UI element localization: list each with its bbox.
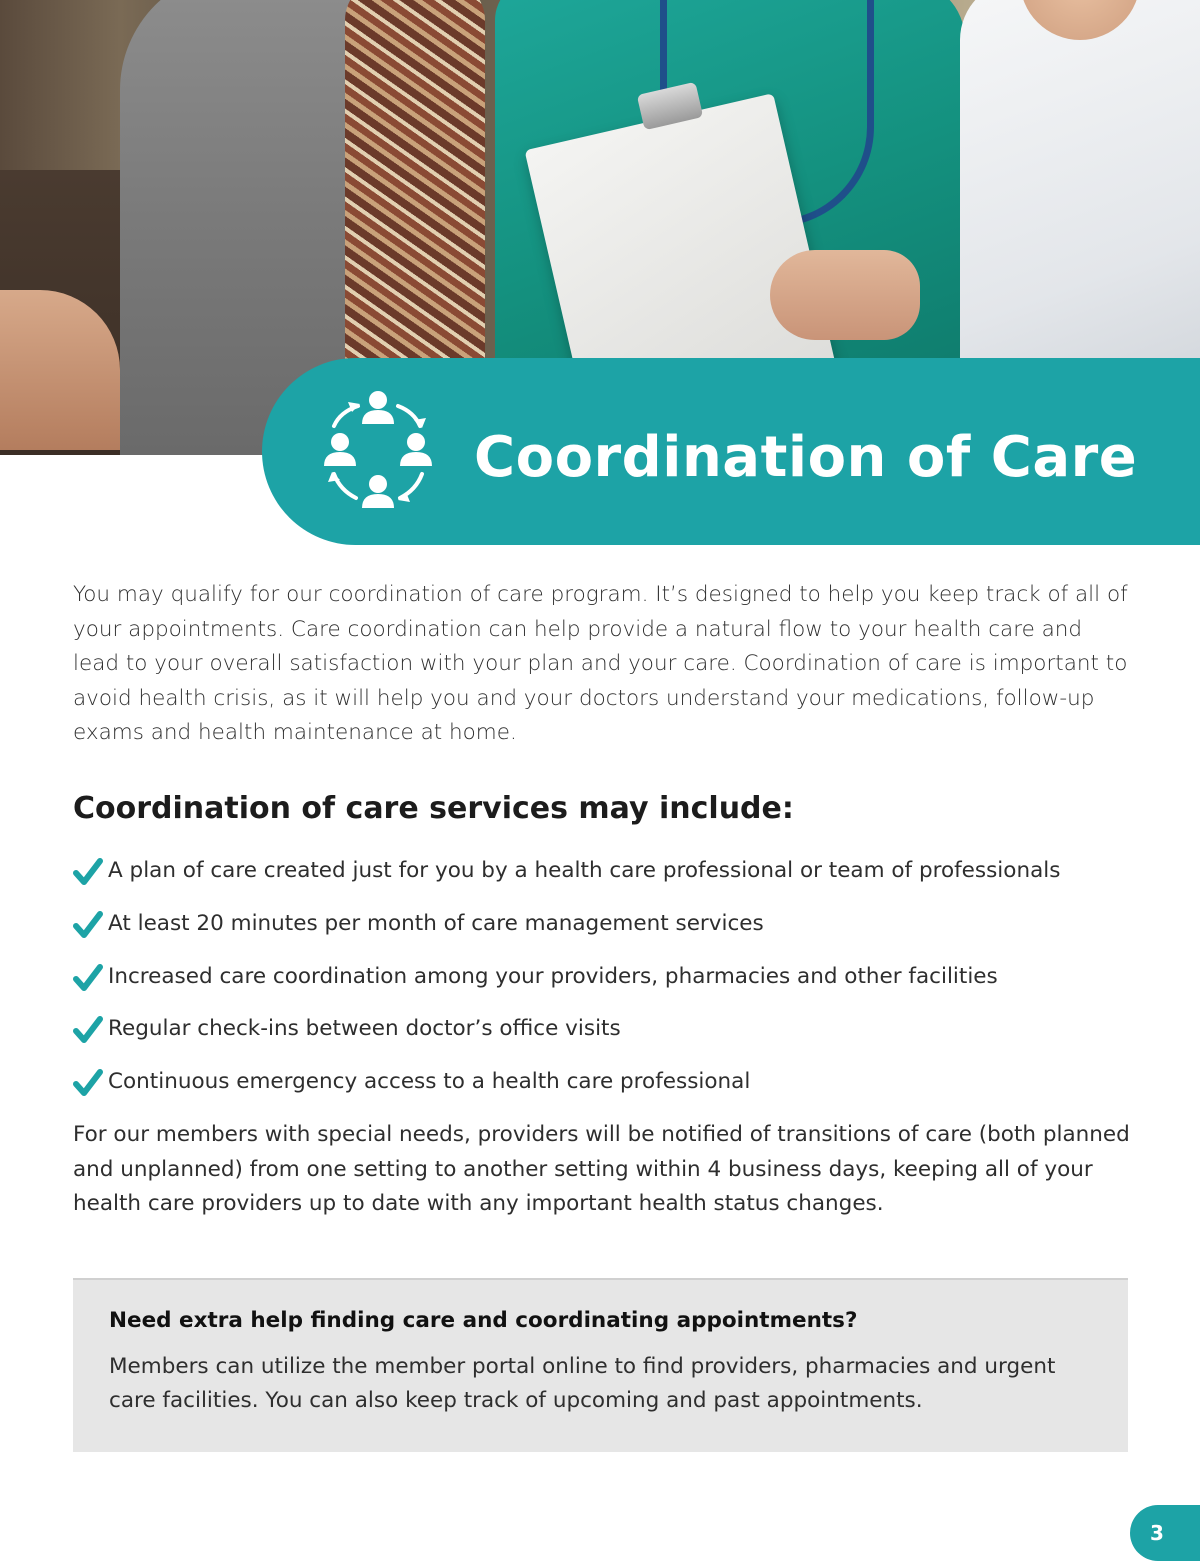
list-item (73, 907, 1153, 960)
intro-paragraph: You may qualify for our coordination of care program. It’s designed to help you keep track of all of your appointments. Care coordination can help provide a natural flow to your health care and lead to your overall satisfaction with your plan and your care. Coordination of care is important to avoid health crisis, as it will help you and your doctors understand your medications, follow-up exams and health maintenance at home. (73, 582, 1128, 745)
list-item (73, 854, 1153, 907)
care-team-cycle-icon (318, 390, 438, 515)
checkmark-icon (73, 1016, 103, 1044)
list-item (73, 1012, 1153, 1065)
list-item-label: At least 20 minutes per month of care management services (108, 910, 764, 936)
checkmark-icon (73, 911, 103, 939)
callout-body: Members can utilize the member portal online to find providers, pharmacies and urgent care facilities. You can also keep track of upcoming and past appointments. (109, 1354, 1056, 1413)
checkmark-icon (73, 858, 103, 886)
list-item-label: Regular check-ins between doctor’s office visits (108, 1016, 621, 1042)
list-item (73, 1065, 1153, 1118)
services-heading: Coordination of care services may include: (73, 791, 794, 826)
list-item (73, 960, 1153, 1013)
list-item-label: Continuous emergency access to a health care professional (108, 1069, 751, 1095)
page-title: Coordination of Care (474, 425, 1138, 490)
checkmark-icon (73, 964, 103, 992)
callout-title: Need extra help finding care and coordinating appointments? (109, 1308, 858, 1333)
list-item-label: Increased care coordination among your providers, pharmacies and other facilities (108, 963, 998, 989)
hero-doctor-hand (770, 250, 920, 340)
special-needs-paragraph: For our members with special needs, providers will be notified of transitions of care (both planned and unplanned) from one setting to another setting within 4 business days, keeping all of your health care providers up to date with any important health status changes. (73, 1122, 1130, 1216)
services-list (73, 854, 1153, 1118)
checkmark-icon (73, 1069, 103, 1097)
help-callout-box (73, 1278, 1128, 1452)
list-item-label: A plan of care created just for you by a health care professional or team of professionals (108, 858, 1061, 883)
page-number: 3 (1130, 1505, 1200, 1561)
